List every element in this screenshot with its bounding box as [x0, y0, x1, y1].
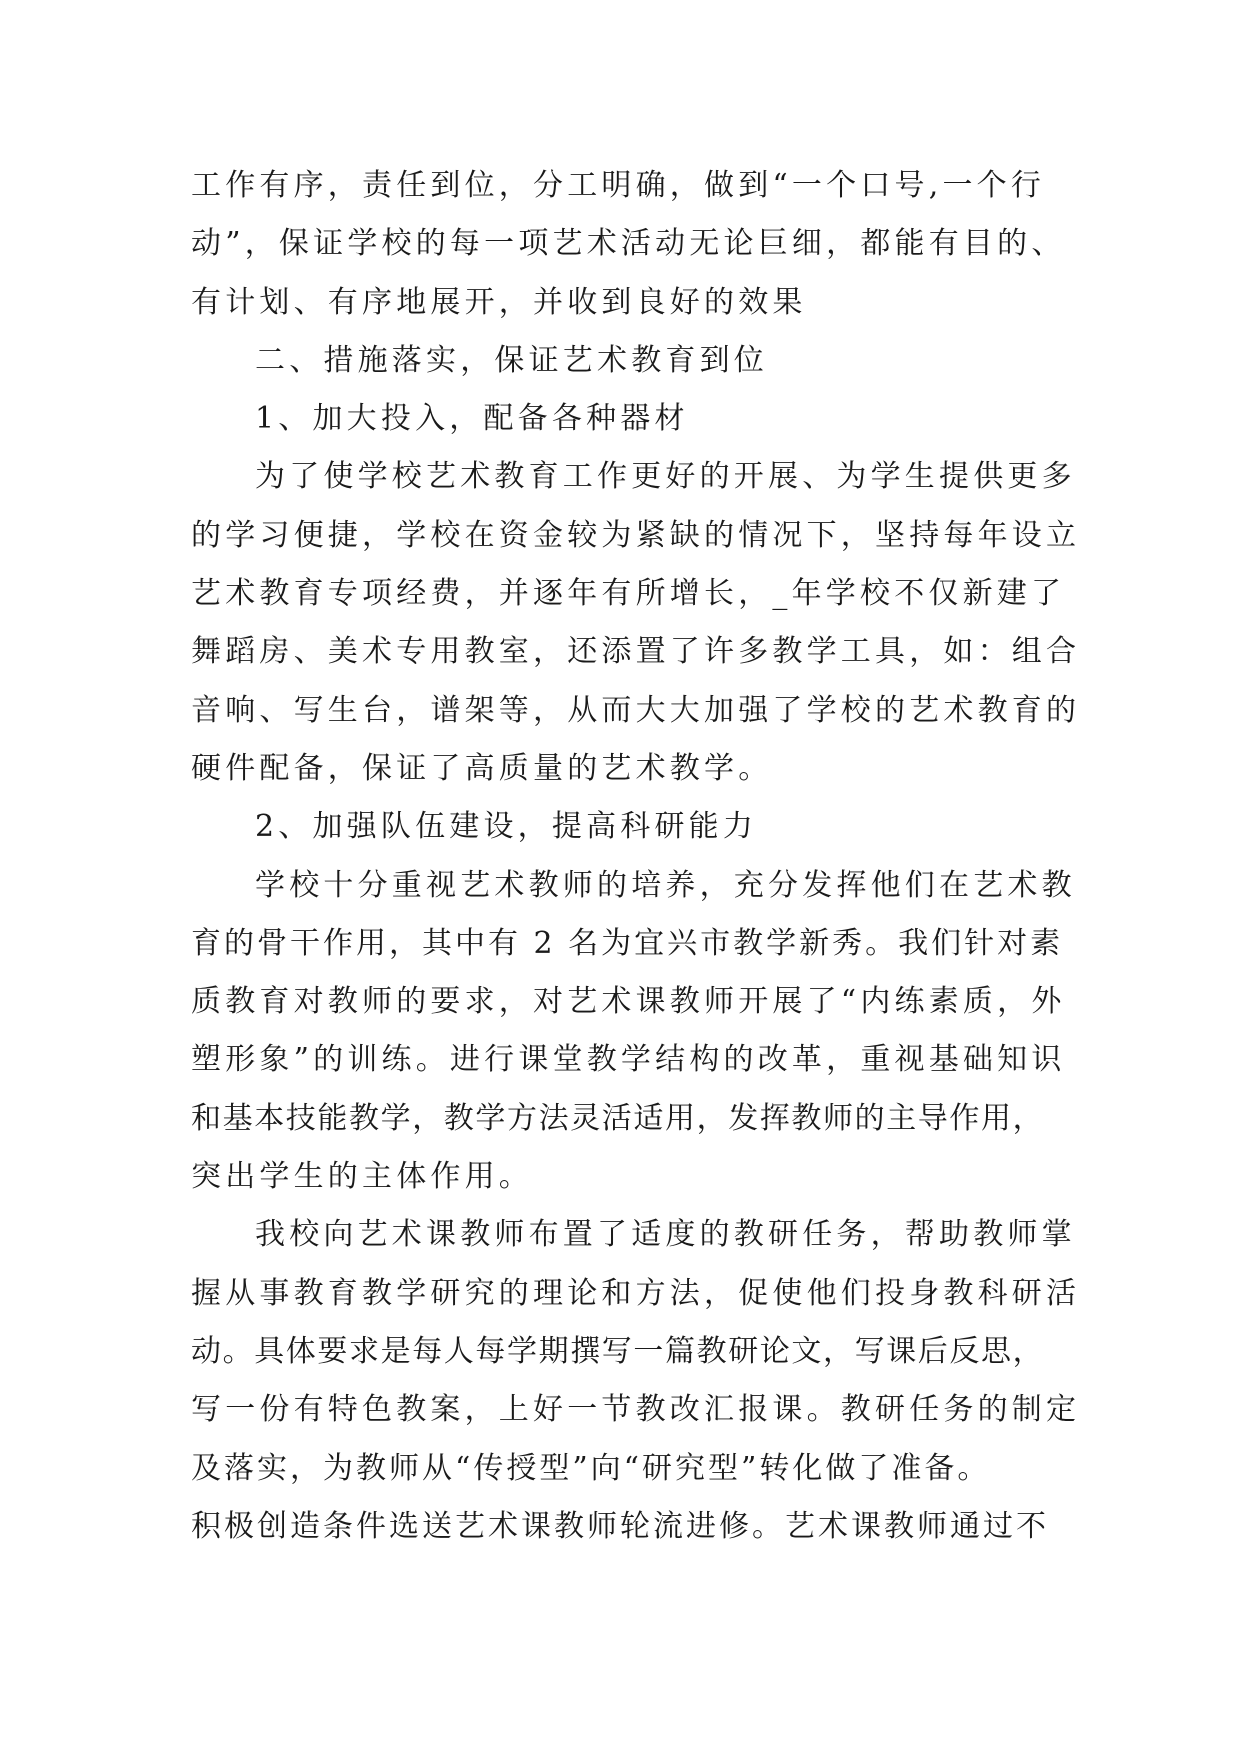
text-line: 育的骨干作用，其中有 2 名为宜兴市教学新秀。我们针对素	[191, 925, 1064, 961]
text-line: 我校向艺术课教师布置了适度的教研任务，帮助教师掌	[255, 1217, 1076, 1253]
text-line: 的学习便捷，学校在资金较为紧缺的情况下，坚持每年设立	[191, 517, 1081, 553]
text-line: 动。具体要求是每人每学期撰写一篇教研论文，写课后反思，	[191, 1333, 1045, 1369]
text-line: 突出学生的主体作用。	[191, 1159, 533, 1195]
text-line: 艺术教育专项经费，并逐年有所增长，_年学校不仅新建了	[191, 576, 1066, 612]
text-line: 写一份有特色教案，上好一节教改汇报课。教研任务的制定	[191, 1392, 1081, 1428]
subsection-heading: 2、加强队伍建设，提高科研能力	[255, 809, 758, 845]
text-line: 工作有序，责任到位，分工明确，做到“一个口号,一个行	[191, 168, 1046, 203]
text-line: 舞蹈房、美术专用教室，还添置了许多教学工具，如：组合	[191, 634, 1081, 670]
text-line: 硬件配备，保证了高质量的艺术教学。	[191, 750, 773, 786]
section-heading: 二、措施落实，保证艺术教育到位	[255, 342, 768, 378]
text-line: 音响、写生台，谱架等，从而大大加强了学校的艺术教育的	[191, 692, 1081, 728]
text-line: 握从事教育教学研究的理论和方法，促使他们投身教科研活	[191, 1275, 1081, 1311]
text-line: 积极创造条件选送艺术课教师轮流进修。艺术课教师通过不	[191, 1508, 1049, 1544]
text-line: 动”，保证学校的每一项艺术活动无论巨细，都能有目的、	[191, 226, 1066, 262]
text-line: 质教育对教师的要求，对艺术课教师开展了“内练素质，外	[191, 984, 1066, 1020]
text-line: 塑形象”的训练。进行课堂教学结构的改革，重视基础知识	[191, 1042, 1066, 1078]
subsection-heading: 1、加大投入，配备各种器材	[255, 401, 689, 437]
text-line: 及落实，为教师从“传授型”向“研究型”转化做了准备。	[191, 1450, 991, 1486]
text-line: 学校十分重视艺术教师的培养，充分发挥他们在艺术教	[255, 867, 1076, 903]
text-line: 和基本技能教学，教学方法灵活适用，发挥教师的主导作用，	[191, 1100, 1045, 1136]
text-line: 有计划、有序地展开，并收到良好的效果	[191, 284, 807, 320]
body-text	[191, 157, 1081, 1556]
text-line: 为了使学校艺术教育工作更好的开展、为学生提供更多	[255, 459, 1076, 495]
